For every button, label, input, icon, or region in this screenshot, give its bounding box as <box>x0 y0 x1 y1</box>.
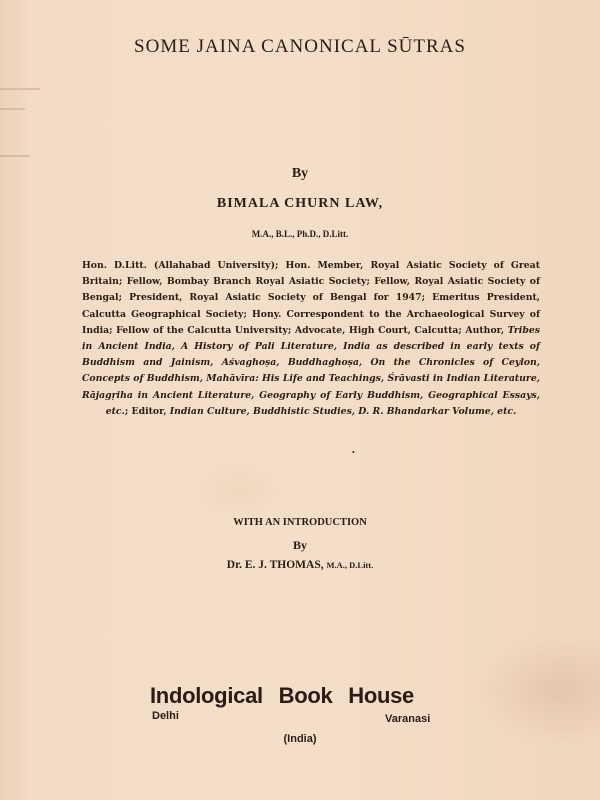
bio-authored-works: Tribes in Ancient India, A History of Pali Literature, India as described in early texts of Buddhism and Jainism, Aśvaghoṣa, Buddhaghoṣa, On the Chronicles of Ceylon, Concepts of Buddhism, Mahāvīra: His Life and Teachings, Śrāvasti in Indian Literature, Rājagṛiha in Ancient Literature, Geography of Early Buddhism, Geographical Essays, etc. <box>82 324 540 417</box>
bio-edited-works: Indian Culture, Buddhistic Studies, D. R. Bhandarkar Volume, etc. <box>169 405 517 417</box>
author-degrees: M.A., B.L., Ph.D., D.Litt. <box>251 229 349 239</box>
author-bio <box>82 258 540 420</box>
publisher-city-delhi: Delhi <box>152 710 179 722</box>
introduction-author-name: Dr. E. J. THOMAS, <box>226 559 324 571</box>
introduction-by-label: By <box>292 538 307 552</box>
by-label: By <box>291 166 309 181</box>
divider-dot: • <box>352 448 355 457</box>
introduction-label: WITH AN INTRODUCTION <box>233 517 367 528</box>
book-title: SOME JAINA CANONICAL SŪTRAS <box>134 36 466 57</box>
bio-editor-label: ; Editor, <box>124 405 170 417</box>
publisher-name: Indological Book House <box>150 683 414 708</box>
bio-credentials: Hon. D.Litt. (Allahabad University); Hon. Member, Royal Asiatic Society of Great Britain; Fellow, Bombay Branch Royal Asiatic Society; Fellow, Royal Asiatic Society of Bengal; President, Royal Asiatic Society of Bengal for 1947; Emeritus President, Calcutta Geographical Society; Hony. Correspondent to the Archaeological Survey of India; Fellow of the Calcutta University; Advocate, High Court, Calcutta; Author, <box>82 260 540 336</box>
paper-stain <box>0 108 25 110</box>
paper-stain <box>0 88 40 90</box>
publisher-city-varanasi: Varanasi <box>385 713 431 725</box>
author-name: BIMALA CHURN LAW, <box>216 196 384 211</box>
publisher-country: (India) <box>283 733 317 745</box>
introduction-author-degrees: M.A., D.Litt. <box>326 560 374 570</box>
introduction-author <box>0 559 600 571</box>
paper-stain <box>0 155 30 157</box>
